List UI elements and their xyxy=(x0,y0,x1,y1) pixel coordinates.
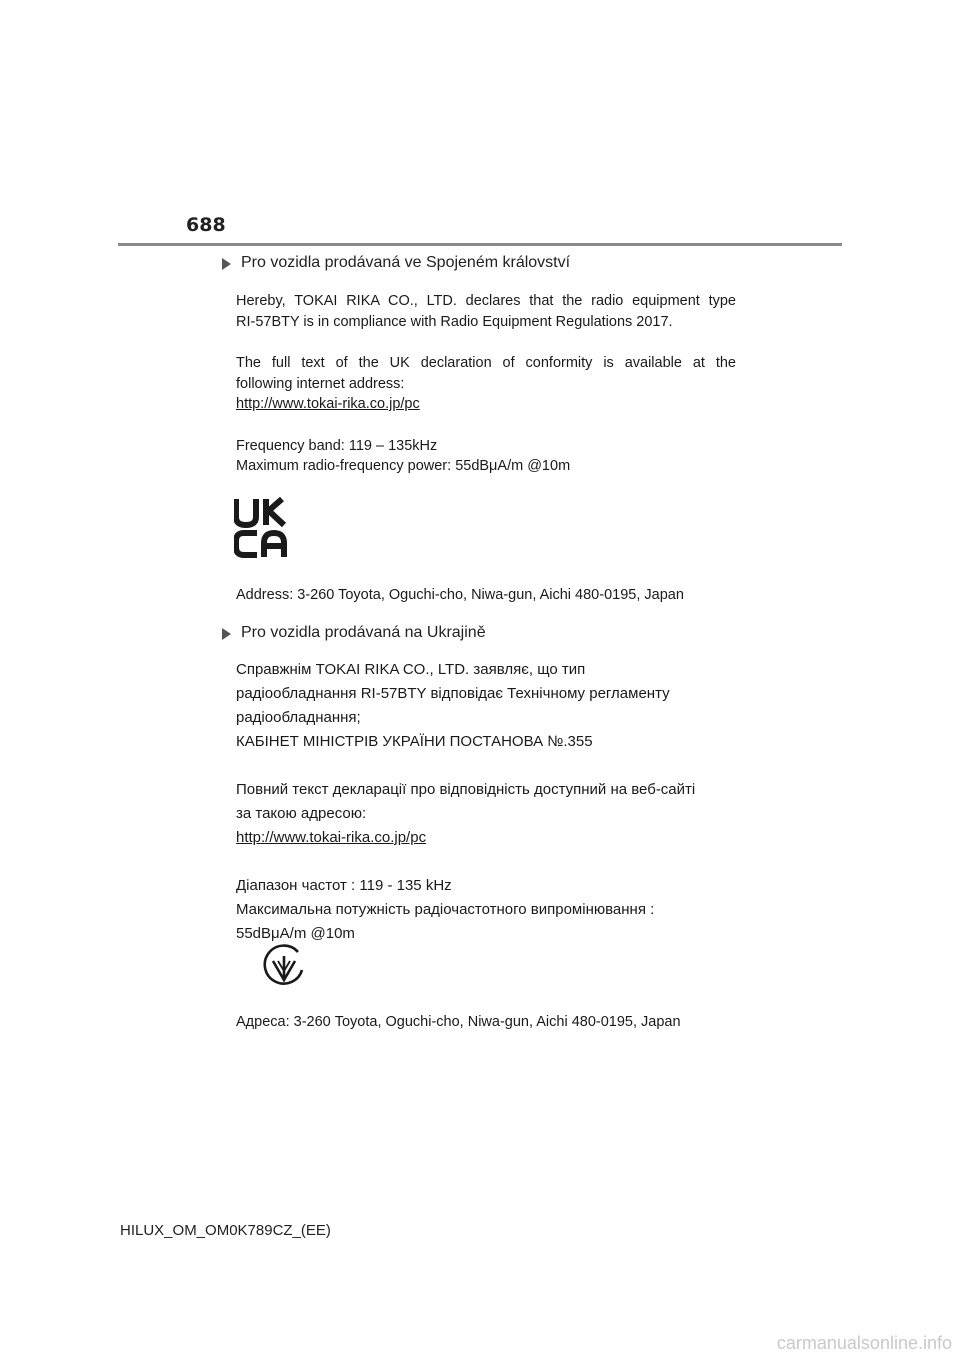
header-divider xyxy=(118,243,842,246)
ua-fulltext-line-2: за такою адресою: xyxy=(236,805,367,822)
ua-address: Адреса: 3-260 Toyota, Oguchi-cho, Niwa-gun, Aichi 480-0195, Japan xyxy=(236,1014,681,1030)
ua-line-1: Справжнім TOKAI RIKA CO., LTD. заявляє, що тип xyxy=(236,661,586,678)
uk-declaration-line-2: RI-57BTY is in compliance with Radio Equipment Regulations 2017. xyxy=(236,313,673,330)
ua-declaration-block xyxy=(236,658,756,946)
ua-max-power-line-1: Максимальна потужність радіочастотного випромінювання : xyxy=(236,901,655,918)
section-heading-uk-label: Pro vozidla prodávaná ve Spojeném království xyxy=(241,254,571,271)
watermark: carmanualsonline.info xyxy=(776,1333,952,1353)
uk-max-power: Maximum radio-frequency power: 55dBμA/m @10m xyxy=(236,458,571,474)
document-code: HILUX_OM_OM0K789CZ_(EE) xyxy=(120,1222,331,1239)
uk-fulltext-line-2: following internet address: xyxy=(236,375,405,392)
uk-address-block xyxy=(236,585,736,606)
section-heading-uk xyxy=(222,254,570,272)
triangle-bullet-icon xyxy=(222,628,231,640)
uk-fulltext-line-1: The full text of the UK declaration of conformity is available at the xyxy=(236,355,736,371)
ukca-mark-icon xyxy=(234,497,294,559)
triangle-bullet-icon xyxy=(222,258,231,270)
ukrainian-conformity-mark-icon xyxy=(262,944,306,990)
page-number: 688 xyxy=(186,214,226,236)
ua-frequency-band: Діапазон частот : 119 - 135 kHz xyxy=(236,877,452,894)
uk-declaration-block xyxy=(236,291,736,477)
uk-declaration-line-1: Hereby, TOKAI RIKA CO., LTD. declares that the radio equipment type xyxy=(236,293,736,309)
section-heading-ua-label: Pro vozidla prodávaná na Ukrajině xyxy=(241,624,486,641)
ua-max-power-line-2: 55dBμA/m @10m xyxy=(236,925,355,942)
ua-line-4: КАБІНЕТ МІНІСТРІВ УКРАЇНИ ПОСТАНОВА №.355 xyxy=(236,733,593,750)
ua-address-block xyxy=(236,1012,736,1033)
uk-declaration-link[interactable]: http://www.tokai-rika.co.jp/pc xyxy=(236,396,420,412)
uk-address: Address: 3-260 Toyota, Oguchi-cho, Niwa-gun, Aichi 480-0195, Japan xyxy=(236,587,684,603)
ua-line-2: радіообладнання RI-57BTY відповідає Технічному регламенту xyxy=(236,685,670,702)
ua-line-3: радіообладнання; xyxy=(236,709,361,726)
ua-declaration-link[interactable]: http://www.tokai-rika.co.jp/pc xyxy=(236,829,427,846)
section-heading-ua xyxy=(222,624,486,642)
ua-fulltext-line-1: Повний текст декларації про відповідність доступний на веб-сайті xyxy=(236,781,696,798)
uk-frequency-band: Frequency band: 119 – 135kHz xyxy=(236,437,438,454)
